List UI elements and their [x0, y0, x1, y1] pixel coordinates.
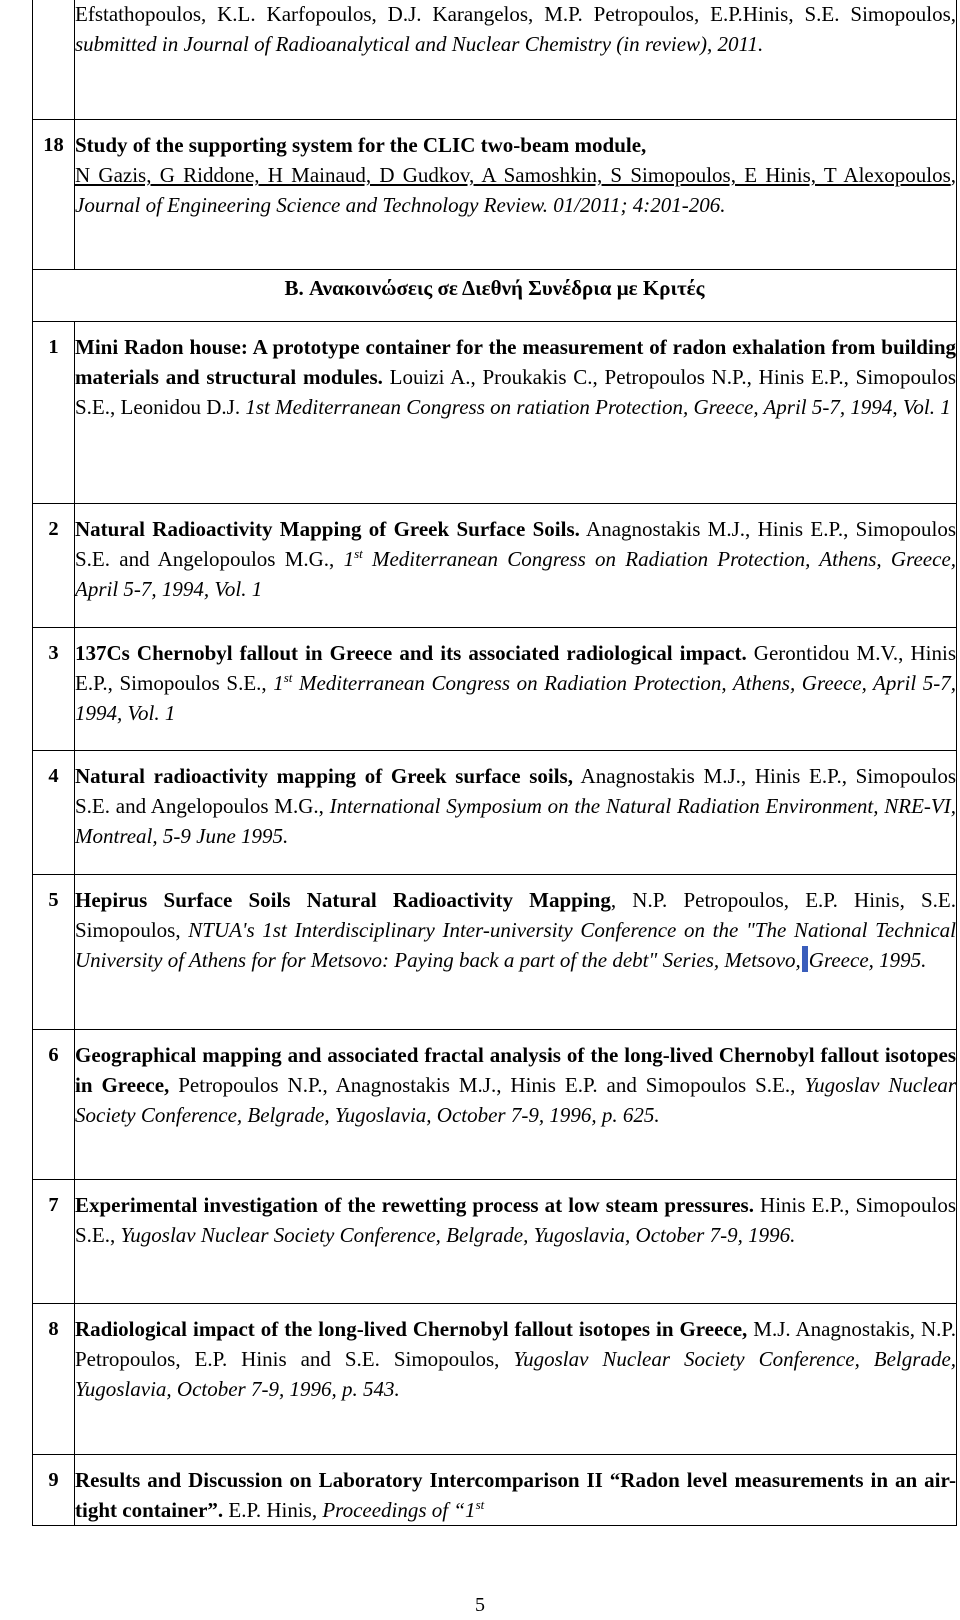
entry-text [75, 1180, 957, 1304]
entry-venue: Yugoslav Nuclear Society Conference, Belgrade, Yugoslavia, October 7-9, 1996. [120, 1223, 796, 1248]
entry-number: 6 [48, 1044, 59, 1066]
entry-text [75, 751, 957, 875]
entry-superscript: st [283, 670, 293, 686]
entry-venue: Yugoslav Nuclear Society Conference, Belgrade, Yugoslavia, October 7-9, 1996, p. 625. [75, 1073, 957, 1128]
entry-venue: Mediterranean Congress on Radiation Protection, Athens, Greece, April 5-7, 1994, Vol. 1 [75, 671, 957, 726]
entry-number: 7 [48, 1194, 59, 1216]
entry-venue: Journal of Engineering Science and Technology Review. 01/2011; 4:201-206. [75, 193, 726, 218]
table-row [33, 0, 957, 120]
entry-authors: Petropoulos N.P., Anagnostakis M.J., Hinis E.P. and Simopoulos S.E., [178, 1073, 796, 1098]
entry-text [75, 0, 957, 120]
entry-title: Natural radioactivity mapping of Greek surface soils, [75, 764, 573, 788]
entry-superscript: st [354, 546, 363, 562]
entry-text [75, 322, 957, 504]
section-row [33, 270, 957, 322]
entry-authors: Anagnostakis M.J., Hinis E.P., Simopoulos S.E. and Angelopoulos M.G., [75, 764, 956, 819]
entry-number: 3 [48, 642, 59, 664]
entry-number-cell [33, 1304, 75, 1455]
entry-number-cell [33, 751, 75, 875]
table-row [33, 120, 957, 270]
entry-venue: submitted in Journal of Radioanalytical and Nuclear Chemistry (in review), 2011. [75, 32, 764, 57]
entry-authors: , N.P. Petropoulos, E.P. Hinis, S.E. Simopoulos, [75, 888, 956, 943]
entry-number-cell [33, 322, 75, 504]
entry-number-cell [33, 120, 75, 270]
entry-text [75, 1455, 957, 1526]
entry-title: Radiological impact of the long-lived Chernobyl fallout isotopes in Greece, [75, 1317, 748, 1341]
entry-authors: N Gazis, G Riddone, H Mainaud, D Gudkov, A Samoshkin, S Simopoulos, E Hinis, T Alexopoulos [75, 163, 951, 188]
table-row [33, 1455, 957, 1526]
entry-number-cell [33, 628, 75, 751]
entry-text [75, 1030, 957, 1180]
entry-number-cell [33, 504, 75, 628]
entry-text [75, 628, 957, 751]
table-row [33, 504, 957, 628]
entry-text [75, 504, 957, 628]
table-row [33, 875, 957, 1030]
entry-authors: M.J. Anagnostakis, N.P. Petropoulos, E.P. Hinis and S.E. Simopoulos, [75, 1317, 957, 1372]
entry-number-cell [33, 0, 75, 120]
entry-venue: Proceedings of “1 [322, 1498, 476, 1523]
entry-number: 2 [48, 518, 59, 540]
entry-authors: Efstathopoulos, K.L. Karfopoulos, D.J. Karangelos, M.P. Petropoulos, E.P.Hinis, S.E. Simopoulos, [75, 2, 956, 26]
entry-text [75, 875, 957, 1030]
entry-number: 5 [48, 889, 59, 911]
entry-superscript: st [475, 1497, 485, 1513]
entry-authors: E.P. Hinis, [228, 1498, 318, 1523]
entry-title: Results and Discussion on Laboratory Intercomparison II “Radon level measurements in an air-tight container”. [75, 1468, 956, 1523]
entry-title: Experimental investigation of the rewetting process at low steam pressures. [75, 1193, 754, 1217]
entry-ordinal: 1 [343, 547, 355, 572]
section-heading: B. Ανακοινώσεις σε Διεθνή Συνέδρια με Κριτές [33, 270, 957, 322]
entry-authors: Anagnostakis M.J., Hinis E.P., Simopoulos S.E. and Angelopoulos M.G., [75, 517, 956, 572]
entry-title: Hepirus Surface Soils Natural Radioactivity Mapping [75, 888, 611, 912]
entry-venue: International Symposium on the Natural Radiation Environment, NRE-VI, Montreal, 5-9 June 1995. [75, 794, 956, 849]
entry-venue: Yugoslav Nuclear Society Conference, Belgrade, Yugoslavia, October 7-9, 1996, p. 543. [75, 1347, 957, 1402]
entry-title: Geographical mapping and associated fractal analysis of the long-lived Chernobyl fallout isotopes in Greece, [75, 1043, 956, 1098]
entry-venue: NTUA's 1st Interdisciplinary Inter-university Conference on the "The National Technical University of Athens for for Metsovo: Paying back a part of the debt" Series, Metsovo, [75, 918, 957, 973]
entry-authors: Hinis E.P., Simopoulos S.E., [75, 1193, 956, 1248]
entry-number: 1 [48, 336, 59, 358]
text-cursor-selection[interactable] [802, 946, 808, 972]
page-number: 5 [475, 1594, 485, 1616]
entry-number-cell [33, 1455, 75, 1526]
entry-ordinal: 1 [273, 671, 284, 696]
entry-title: Study of the supporting system for the CLIC two-beam module, [75, 133, 647, 157]
table-row [33, 751, 957, 875]
entry-separator: , [950, 163, 956, 188]
entry-title: Mini Radon house: A prototype container for the measurement of radon exhalation from building materials and structural modules. [75, 335, 956, 390]
entry-number: 9 [48, 1469, 59, 1491]
entry-number: 8 [48, 1318, 59, 1340]
entry-number-cell [33, 1030, 75, 1180]
entry-venue: 1st Mediterranean Congress on ratiation Protection, Greece, April 5-7, 1994, Vol. 1 [245, 395, 951, 420]
entry-text [75, 1304, 957, 1455]
table-row [33, 322, 957, 504]
entry-venue: Mediterranean Congress on Radiation Protection, Athens, Greece, April 5-7, 1994, Vol. 1 [75, 547, 957, 602]
table-row [33, 1304, 957, 1455]
entry-title: 137Cs Chernobyl fallout in Greece and its associated radiological impact. [75, 641, 747, 665]
entry-authors: Gerontidou M.V., Hinis E.P., Simopoulos S.E., [75, 641, 956, 696]
entry-number: 18 [43, 134, 64, 156]
entry-text [75, 120, 957, 270]
entry-authors: Louizi A., Proukakis C., Petropoulos N.P., Hinis E.P., Simopoulos S.E., Leonidou D.J. [75, 365, 956, 420]
publication-table [32, 0, 957, 1526]
table-row [33, 628, 957, 751]
entry-title: Natural Radioactivity Mapping of Greek Surface Soils. [75, 517, 580, 541]
entry-number-cell [33, 875, 75, 1030]
table-row [33, 1180, 957, 1304]
entry-venue-end: Greece, 1995. [808, 948, 927, 973]
table-row [33, 1030, 957, 1180]
entry-number: 4 [48, 765, 59, 787]
entry-number-cell [33, 1180, 75, 1304]
